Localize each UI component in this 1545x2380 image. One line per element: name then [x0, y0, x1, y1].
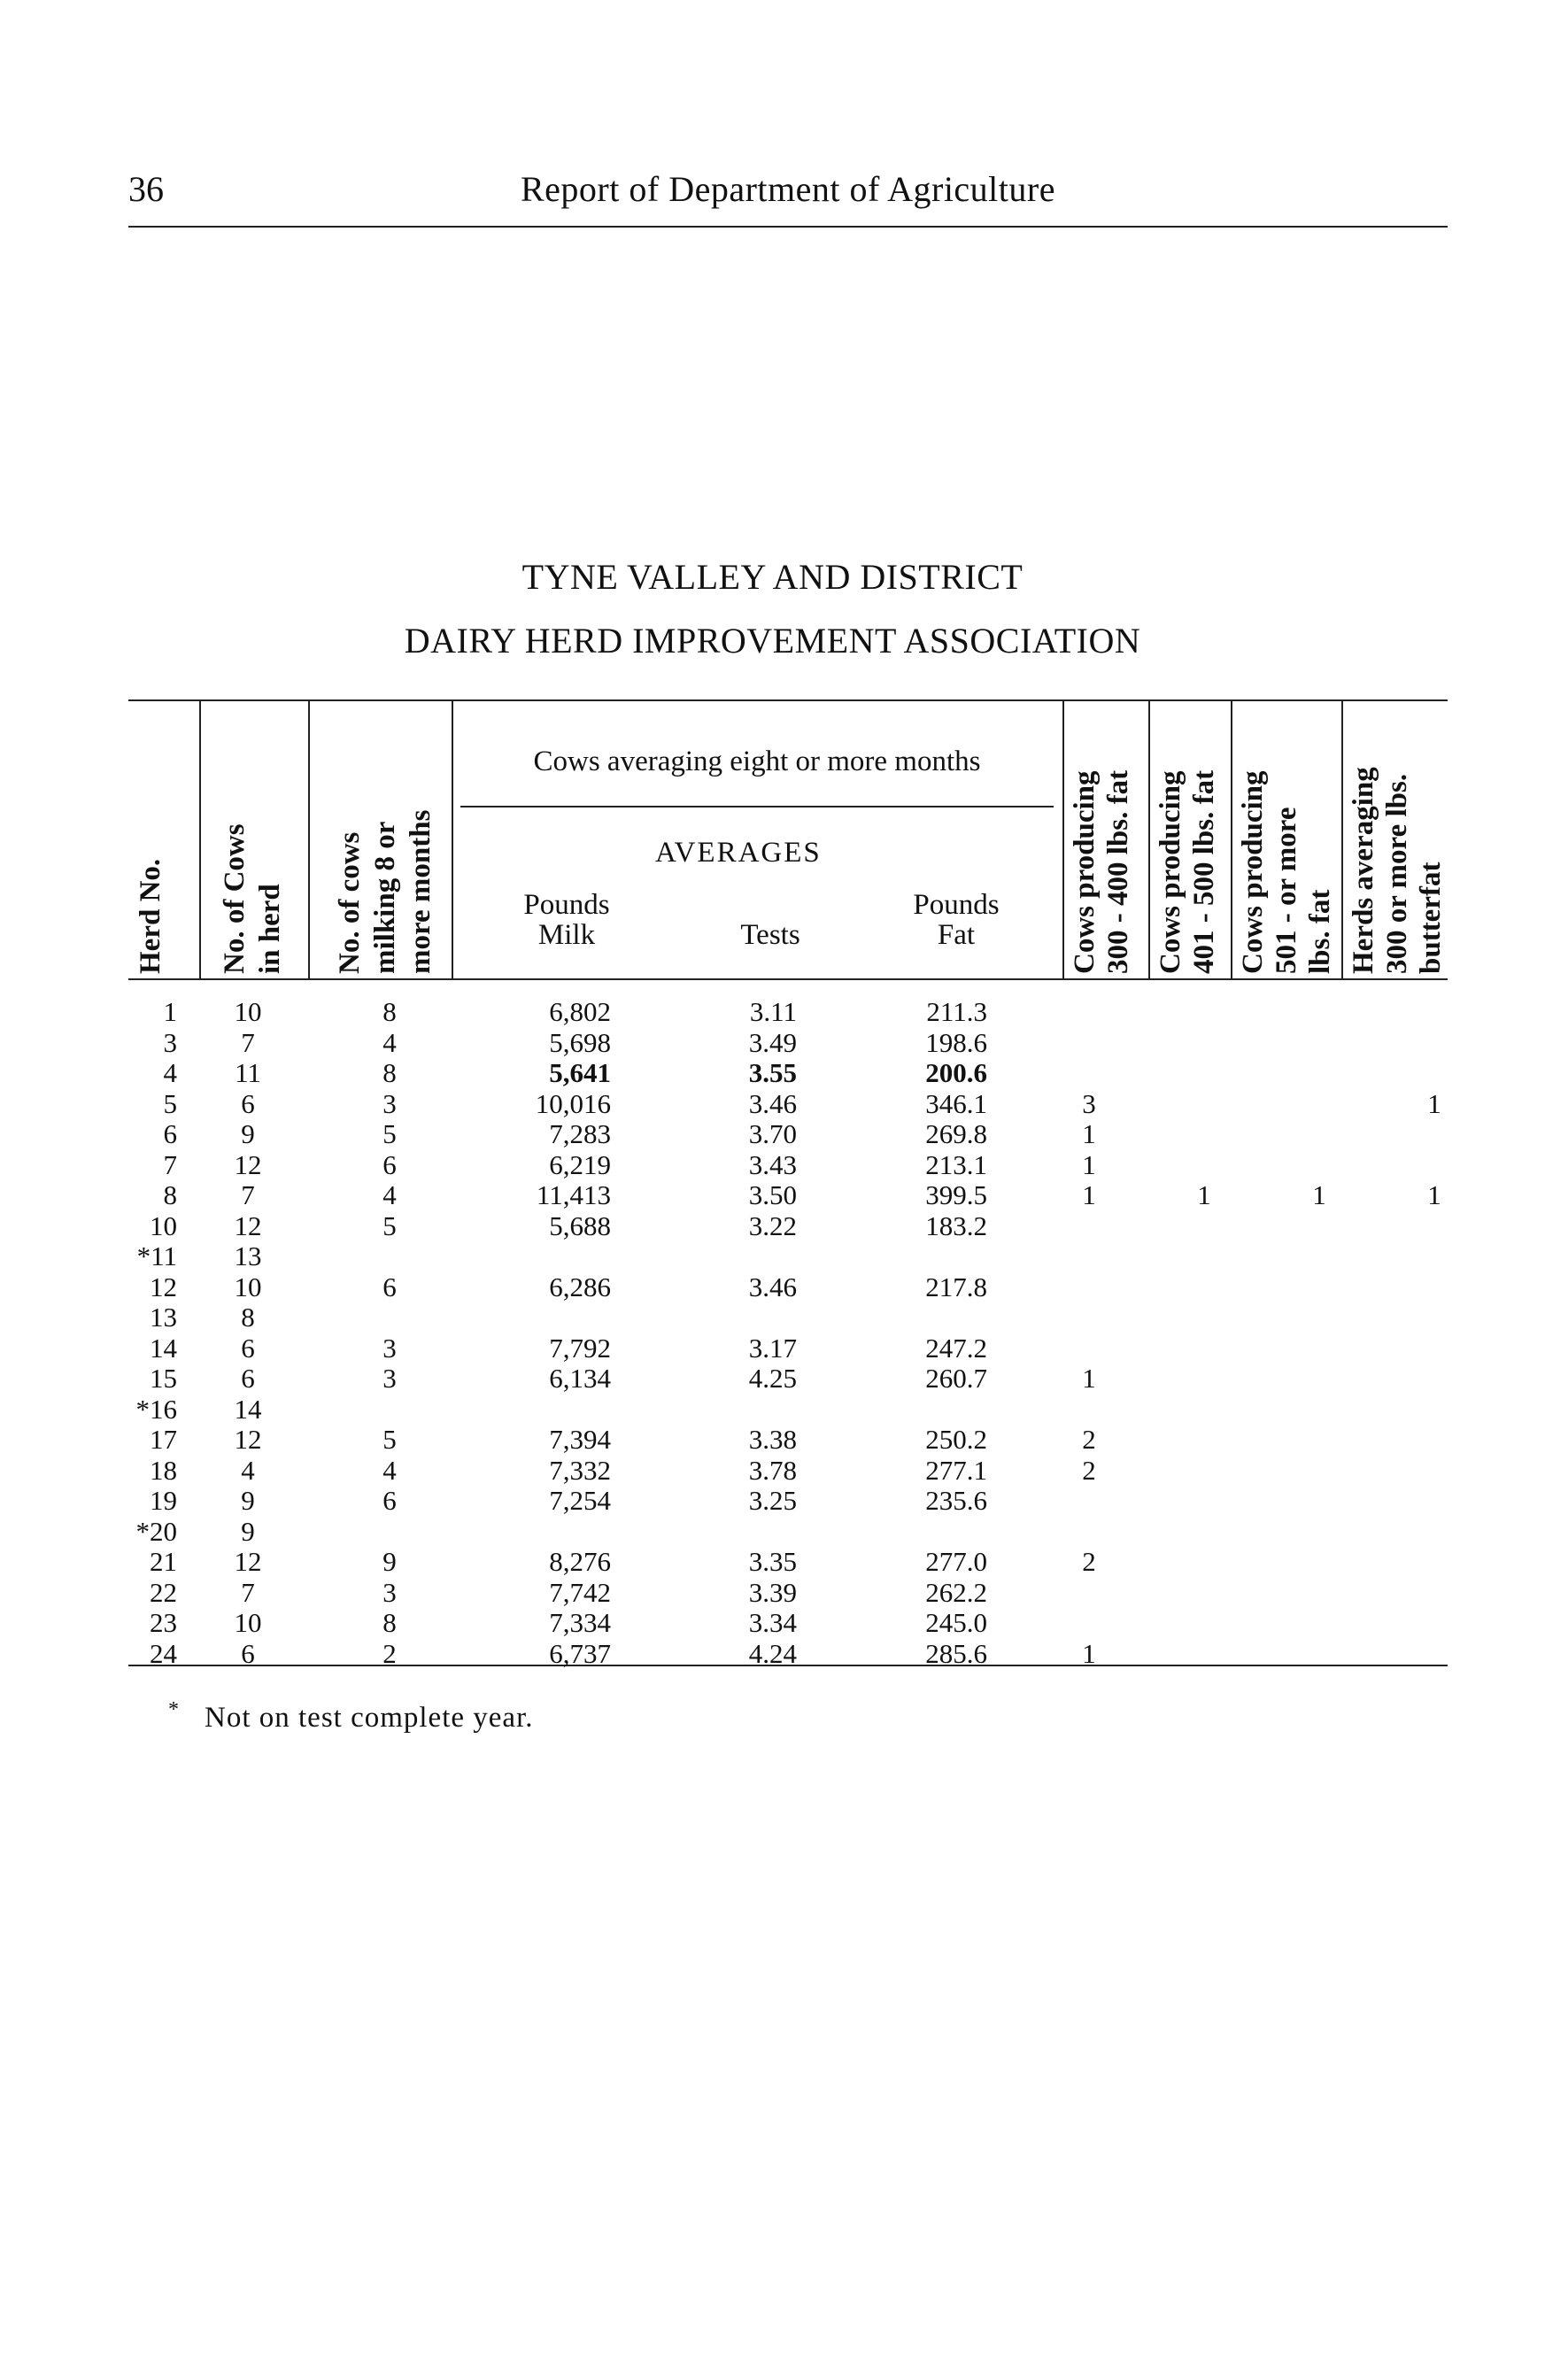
cell-milk: 7,394: [549, 1424, 611, 1455]
cell-fat: 277.0: [925, 1546, 987, 1577]
header-lbs-milk-2: Milk: [537, 919, 596, 951]
cell-fat: 217.8: [925, 1271, 987, 1302]
cell-cows: 6: [241, 1637, 255, 1669]
column-divider: [308, 699, 310, 978]
cell-milk: 6,134: [549, 1363, 611, 1394]
cell-herd: 24: [150, 1637, 177, 1669]
cell-herd: 5: [163, 1087, 177, 1119]
cell-test: 3.46: [748, 1271, 797, 1302]
header-averages: AVERAGES: [655, 837, 822, 869]
table-title-line-1: TYNE VALLEY AND DISTRICT: [521, 557, 1024, 597]
cell-c300: 1: [1082, 1148, 1096, 1180]
cell-milk: 6,737: [549, 1637, 611, 1669]
cell-milking: 6: [382, 1148, 397, 1180]
cell-test: 3.70: [748, 1118, 797, 1149]
cell-milking: 6: [382, 1485, 397, 1516]
cell-cows: 4: [241, 1454, 255, 1486]
cell-milking: 3: [382, 1087, 397, 1119]
header-lbs-fat-1: Pounds: [913, 889, 1000, 921]
cell-milking: 3: [382, 1363, 397, 1394]
column-divider: [1062, 699, 1064, 978]
column-divider: [1231, 699, 1232, 978]
header-rule: [128, 226, 1448, 228]
cell-fat: 399.5: [925, 1179, 987, 1210]
cell-cows: 6: [241, 1363, 255, 1394]
header-herd-no: Herd No.: [135, 858, 166, 974]
cell-milk: 6,219: [549, 1148, 611, 1180]
cell-fat: 269.8: [925, 1118, 987, 1149]
cell-test: 3.43: [748, 1148, 797, 1180]
cell-milk: 7,254: [549, 1485, 611, 1516]
page-header: [128, 168, 1448, 221]
cell-milk: 7,332: [549, 1454, 611, 1486]
cell-milk: 7,334: [549, 1607, 611, 1638]
cell-milk: 10,016: [535, 1087, 611, 1119]
cell-milking: 5: [382, 1118, 397, 1149]
cell-cows: 10: [234, 1607, 262, 1638]
cell-c300: 2: [1082, 1546, 1096, 1577]
cell-fat: 277.1: [925, 1454, 987, 1486]
header-cows-in-herd-2: in herd: [254, 884, 286, 974]
cell-fat: 211.3: [926, 996, 987, 1027]
header-cows-in-herd-1: No. of Cows: [219, 823, 251, 974]
cell-test: 3.17: [748, 1332, 797, 1364]
cell-c300: 1: [1082, 1118, 1096, 1149]
cell-herd: 3: [163, 1026, 177, 1058]
header-c401-2: 401 - 500 lbs. fat: [1188, 769, 1220, 974]
cell-herd: 6: [163, 1118, 177, 1149]
cell-test: 4.24: [748, 1637, 797, 1669]
cell-herd: 7: [163, 1148, 177, 1180]
cell-milking: 9: [382, 1546, 397, 1577]
cell-cows: 12: [234, 1148, 262, 1180]
cell-cows: 7: [241, 1179, 255, 1210]
cell-cows: 12: [234, 1546, 262, 1577]
cell-cows: 12: [234, 1209, 262, 1241]
cell-herd: 18: [150, 1454, 177, 1486]
cell-fat: 183.2: [925, 1209, 987, 1241]
cell-herd: 19: [150, 1485, 177, 1516]
cell-herd: 12: [150, 1271, 177, 1302]
cell-fat: 247.2: [925, 1332, 987, 1364]
cell-c300: 1: [1082, 1363, 1096, 1394]
cell-milking: 6: [382, 1271, 397, 1302]
cell-fat: 250.2: [925, 1424, 987, 1455]
cell-herd: 10: [150, 1209, 177, 1241]
header-tests: Tests: [740, 919, 800, 951]
cell-test: 3.25: [748, 1485, 797, 1516]
header-herds-1: Herds averaging: [1348, 767, 1379, 974]
cell-herd: 21: [150, 1546, 177, 1577]
cell-c300: 1: [1082, 1637, 1096, 1669]
cell-cows: 7: [241, 1576, 255, 1608]
header-lbs-milk-1: Pounds: [523, 889, 610, 921]
cell-cows: 9: [241, 1485, 255, 1516]
cell-cows: 12: [234, 1424, 262, 1455]
column-divider: [1148, 699, 1150, 978]
cell-fat: 285.6: [925, 1637, 987, 1669]
cell-test: 3.46: [748, 1087, 797, 1119]
cell-milking: 5: [382, 1209, 397, 1241]
running-head: Report of Department of Agriculture: [521, 169, 1055, 209]
header-milking-1: No. of cows: [334, 831, 366, 974]
cell-herd: 14: [150, 1332, 177, 1364]
cell-test: 3.55: [748, 1057, 797, 1088]
cell-herd: 8: [163, 1179, 177, 1210]
cell-herd: 23: [150, 1607, 177, 1638]
header-c300-1: Cows producing: [1069, 770, 1101, 974]
cell-milking: 4: [382, 1454, 397, 1486]
cell-milk: 7,283: [549, 1118, 611, 1149]
cell-test: 3.50: [748, 1179, 797, 1210]
cell-milking: 8: [382, 1607, 397, 1638]
cell-test: 3.49: [748, 1026, 797, 1058]
cell-herds: 1: [1427, 1087, 1441, 1119]
cell-cows: 8: [241, 1302, 255, 1333]
cell-milk: 6,802: [549, 996, 611, 1027]
cell-c300: 2: [1082, 1424, 1096, 1455]
header-c501-1: Cows producing: [1237, 770, 1269, 974]
cell-milk: 7,792: [549, 1332, 611, 1364]
page-number: 36: [128, 169, 164, 209]
cell-fat: 198.6: [925, 1026, 987, 1058]
header-milking-2: milking 8 or: [369, 821, 401, 974]
cell-test: 4.25: [748, 1363, 797, 1394]
cell-fat: 260.7: [925, 1363, 987, 1394]
table-title-line-2: DAIRY HERD IMPROVEMENT ASSOCIATION: [404, 621, 1141, 661]
cell-c300: 2: [1082, 1454, 1096, 1486]
column-divider: [199, 699, 201, 978]
cell-milking: 3: [382, 1332, 397, 1364]
cell-milk: 7,742: [549, 1576, 611, 1608]
header-group-eight-months: Cows averaging eight or more months: [533, 746, 981, 777]
cell-test: 3.35: [748, 1546, 797, 1577]
cell-fat: 235.6: [925, 1485, 987, 1516]
header-c300-2: 300 - 400 lbs. fat: [1102, 769, 1134, 974]
cell-fat: 245.0: [925, 1607, 987, 1638]
cell-milk: 5,641: [549, 1057, 611, 1088]
column-divider: [452, 699, 453, 978]
cell-cows: 10: [234, 1271, 262, 1302]
cell-fat: 200.6: [925, 1057, 987, 1088]
cell-c401: 1: [1197, 1179, 1211, 1210]
cell-test: 3.38: [748, 1424, 797, 1455]
header-c401-1: Cows producing: [1155, 770, 1186, 974]
cell-test: 3.11: [749, 996, 797, 1027]
cell-milk: 6,286: [549, 1271, 611, 1302]
cell-herd: *20: [135, 1515, 177, 1547]
cell-cows: 9: [241, 1515, 255, 1547]
cell-milking: 8: [382, 996, 397, 1027]
cell-cows: 7: [241, 1026, 255, 1058]
column-divider: [1341, 699, 1343, 978]
cell-cows: 10: [234, 996, 262, 1027]
cell-herd: *11: [136, 1240, 177, 1271]
cell-herd: *16: [135, 1393, 177, 1425]
header-herds-2: 300 or more lbs.: [1381, 773, 1413, 974]
cell-fat: 346.1: [925, 1087, 987, 1119]
cell-herd: 4: [163, 1057, 177, 1088]
cell-milk: 5,688: [549, 1209, 611, 1241]
cell-cows: 6: [241, 1332, 255, 1364]
header-c501-2: 501 - or more: [1271, 807, 1302, 974]
cell-milking: 8: [382, 1057, 397, 1088]
cell-cows: 11: [235, 1057, 261, 1088]
cell-test: 3.39: [748, 1576, 797, 1608]
header-lbs-fat-2: Fat: [937, 919, 976, 951]
cell-herd: 17: [150, 1424, 177, 1455]
cell-milking: 3: [382, 1576, 397, 1608]
cell-milk: 11,413: [536, 1179, 611, 1210]
cell-test: 3.22: [748, 1209, 797, 1241]
cell-milking: 2: [382, 1637, 397, 1669]
cell-cows: 6: [241, 1087, 255, 1119]
cell-herd: 13: [150, 1302, 177, 1333]
header-herds-3: butterfat: [1415, 862, 1447, 974]
footnote: [168, 1698, 534, 1735]
cell-test: 3.78: [748, 1454, 797, 1486]
cell-cows: 13: [234, 1240, 262, 1271]
cell-fat: 213.1: [925, 1148, 987, 1180]
cell-herd: 22: [150, 1576, 177, 1608]
header-c501-3: lbs. fat: [1304, 889, 1336, 974]
cell-herds: 1: [1427, 1179, 1441, 1210]
cell-c300: 3: [1082, 1087, 1096, 1119]
group-header-rule: [460, 806, 1054, 808]
cell-c300: 1: [1082, 1179, 1096, 1210]
cell-milking: 5: [382, 1424, 397, 1455]
cell-test: 3.34: [748, 1607, 797, 1638]
cell-cows: 9: [241, 1118, 255, 1149]
cell-fat: 262.2: [925, 1576, 987, 1608]
cell-milking: 4: [382, 1179, 397, 1210]
cell-cows: 14: [234, 1393, 262, 1425]
cell-milk: 8,276: [549, 1546, 611, 1577]
header-milking-3: more months: [405, 809, 436, 974]
cell-c501: 1: [1312, 1179, 1326, 1210]
header-bottom-rule: [128, 978, 1448, 980]
cell-milk: 5,698: [549, 1026, 611, 1058]
footnote-text: Not on test complete year.: [205, 1702, 534, 1734]
cell-milking: 4: [382, 1026, 397, 1058]
cell-herd: 15: [150, 1363, 177, 1394]
cell-herd: 1: [163, 996, 177, 1027]
footnote-mark: *: [168, 1698, 180, 1721]
